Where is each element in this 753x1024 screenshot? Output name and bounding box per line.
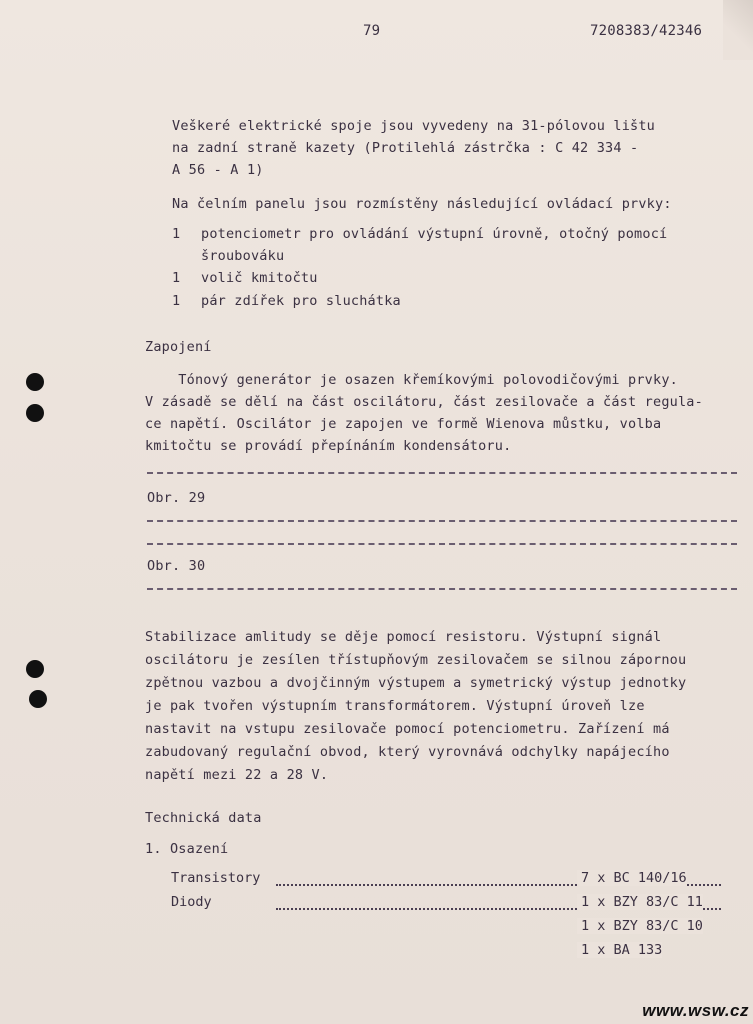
stabilizace-line-4: je pak tvořen výstupním transformátorem. Výstupní úroveň lze xyxy=(145,698,645,714)
spec-row-transistors xyxy=(171,870,731,892)
punch-hole xyxy=(26,660,44,678)
control-item-3-line-1: pár zdířek pro sluchátka xyxy=(201,293,401,309)
document-reference: 7208383/42346 xyxy=(590,23,703,39)
watermark-url: www.wsw.cz xyxy=(642,1001,749,1020)
stabilizace-line-2: oscilátoru je zesílen třístupňovým zesilovačem se silnou zápornou xyxy=(145,652,687,668)
figure-label-30: Obr. 30 xyxy=(147,558,206,574)
spec-row-diode-2 xyxy=(171,918,731,940)
section-heading-technical-data: Technická data xyxy=(145,810,262,826)
control-item-2-line-1: volič kmitočtu xyxy=(201,270,318,286)
stabilizace-line-7: napětí mezi 22 a 28 V. xyxy=(145,767,329,783)
stabilizace-line-1: Stabilizace amlitudy se děje pomocí resistoru. Výstupní signál xyxy=(145,629,662,645)
separator-line xyxy=(147,543,737,545)
control-item-1-count: 1 xyxy=(172,226,181,242)
zapojeni-line-3: ce napětí. Oscilátor je zapojen ve formě Wienova můstku, volba xyxy=(145,416,662,432)
intro-line-3: A 56 - A 1) xyxy=(172,162,264,178)
spec-row-diode-3 xyxy=(171,942,731,964)
spec-value: 1 x BZY 83/C 10 xyxy=(577,918,703,934)
intro-line-2: na zadní straně kazety (Protilehlá zástrčka : C 42 334 - xyxy=(172,140,639,156)
intro-line-1: Veškeré elektrické spoje jsou vyvedeny na 31-pólovou lištu xyxy=(172,118,656,134)
spec-value: 1 x BA 133 xyxy=(577,942,662,958)
spec-name: Diody xyxy=(171,894,212,910)
spec-value: 7 x BC 140/16 xyxy=(577,870,687,886)
zapojeni-line-1: Tónový generátor je osazen křemíkovými polovodičovými prvky. xyxy=(145,372,678,388)
punch-hole xyxy=(26,373,44,391)
spec-name: Transistory xyxy=(171,870,261,886)
stabilizace-line-6: zabudovaný regulační obvod, který vyrovnává odchylky napájecího xyxy=(145,744,670,760)
section-heading-zapojeni: Zapojení xyxy=(145,339,212,355)
zapojeni-line-2: V zásadě se dělí na část oscilátoru, část zesilovače a část regula- xyxy=(145,394,703,410)
page-number: 79 xyxy=(363,23,381,39)
stabilizace-line-3: zpětnou vazbou a dvojčinným výstupem a symetrický výstup jednotky xyxy=(145,675,687,691)
control-item-2-count: 1 xyxy=(172,270,181,286)
separator-line xyxy=(147,472,737,474)
page-corner-fold xyxy=(723,0,753,60)
zapojeni-line-4: kmitočtu se provádí přepínáním kondensátoru. xyxy=(145,438,512,454)
separator-line xyxy=(147,520,737,522)
separator-line xyxy=(147,588,737,590)
figure-label-29: Obr. 29 xyxy=(147,490,206,506)
subsection-heading-osazeni: 1. Osazení xyxy=(145,841,229,857)
controls-intro: Na čelním panelu jsou rozmístěny následující ovládací prvky: xyxy=(172,196,672,212)
spec-value: 1 x BZY 83/C 11 xyxy=(577,894,703,910)
control-item-3-count: 1 xyxy=(172,293,181,309)
stabilizace-line-5: nastavit na vstupu zesilovače pomocí potenciometru. Zařízení má xyxy=(145,721,670,737)
spec-row-diodes xyxy=(171,894,731,916)
punch-hole xyxy=(26,404,44,422)
punch-hole xyxy=(29,690,47,708)
control-item-1-line-2: šroubováku xyxy=(201,248,285,264)
control-item-1-line-1: potenciometr pro ovládání výstupní úrovně, otočný pomocí xyxy=(201,226,668,242)
